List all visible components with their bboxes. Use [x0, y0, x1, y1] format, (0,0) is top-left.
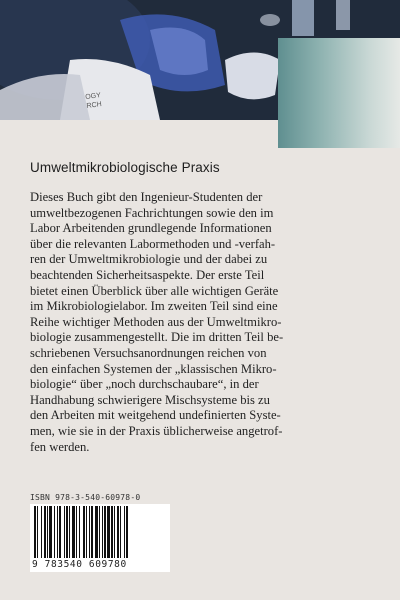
barcode-bar [107, 506, 110, 558]
barcode-bar [69, 506, 70, 558]
photo-coat-lettering: OGY RCH [84, 91, 103, 111]
barcode-bar [59, 506, 61, 558]
barcode-bars [30, 504, 170, 560]
description-line: schriebenen Versuchsanordnungen reichen von [30, 345, 267, 360]
description-line: im Mikrobiologielabor. Im zweiten Teil sind eine [30, 299, 278, 314]
barcode-bar [126, 506, 128, 558]
barcode-bar [91, 506, 93, 558]
barcode-bar [41, 506, 42, 558]
barcode-bar [86, 506, 87, 558]
barcode-bar [114, 506, 115, 558]
teal-accent-block [278, 38, 400, 148]
description-line: fen werden. [30, 439, 90, 454]
description-line: Reihe wichtiger Methoden aus der Umweltmikro- [30, 314, 282, 329]
barcode-bar [47, 506, 48, 558]
barcode-bar [72, 506, 75, 558]
isbn-barcode [30, 493, 170, 572]
description-line: über die relevanten Labormethoden und -verfah- [30, 236, 276, 251]
isbn-label: ISBN 978-3-540-60978-0 [30, 493, 141, 502]
barcode-bar [66, 506, 68, 558]
barcode-bar [79, 506, 80, 558]
barcode-bar [76, 506, 77, 558]
barcode-bar [117, 506, 119, 558]
book-title: Umweltmikrobiologische Praxis [30, 160, 220, 175]
description-line: Dieses Buch gibt den Ingenieur-Studenten der [30, 190, 263, 204]
barcode-bar [57, 506, 58, 558]
barcode-bar [99, 506, 100, 558]
barcode-digits: 9 783540 609780 [30, 559, 170, 572]
description-line: beachtenden Sicherheitsaspekte. Der erste Teil [30, 267, 265, 282]
barcode-bar [44, 506, 46, 558]
barcode-bar [49, 506, 52, 558]
description-line: Labor Arbeitenden grundlegende Informationen [30, 221, 272, 236]
barcode-bar [111, 506, 113, 558]
barcode-bar [124, 506, 125, 558]
barcode-bar [89, 506, 90, 558]
barcode-bar [120, 506, 121, 558]
description-line: biologie“ über „noch durchschaubare“, in der [30, 377, 259, 392]
description-line: den einfachen Systemen der „klassischen Mikro- [30, 361, 277, 376]
description-line: den Arbeiten mit weitgehend undefinierten Syste- [30, 408, 281, 423]
description-line: Handhabung schwierigere Mischsysteme bis zu [30, 392, 270, 407]
book-description [30, 190, 375, 455]
description-line: bietet einen Überblick über alle wichtigen Geräte [30, 283, 279, 298]
description-line: men, wie sie in der Praxis üblicherweise angetrof- [30, 423, 283, 438]
barcode-bar [102, 506, 103, 558]
description-line: biologie zusammengestellt. Die im dritten Teil be- [30, 330, 284, 345]
barcode-bar [34, 506, 36, 558]
barcode-bar [104, 506, 106, 558]
barcode-bar [83, 506, 85, 558]
description-line: umweltbezogenen Fachrichtungen sowie den im [30, 205, 274, 220]
description-line: ren der Umweltmikrobiologie und der dabei zu [30, 252, 268, 267]
barcode-bar [95, 506, 98, 558]
barcode-bar [64, 506, 65, 558]
barcode-bar [37, 506, 38, 558]
barcode-bar [54, 506, 55, 558]
